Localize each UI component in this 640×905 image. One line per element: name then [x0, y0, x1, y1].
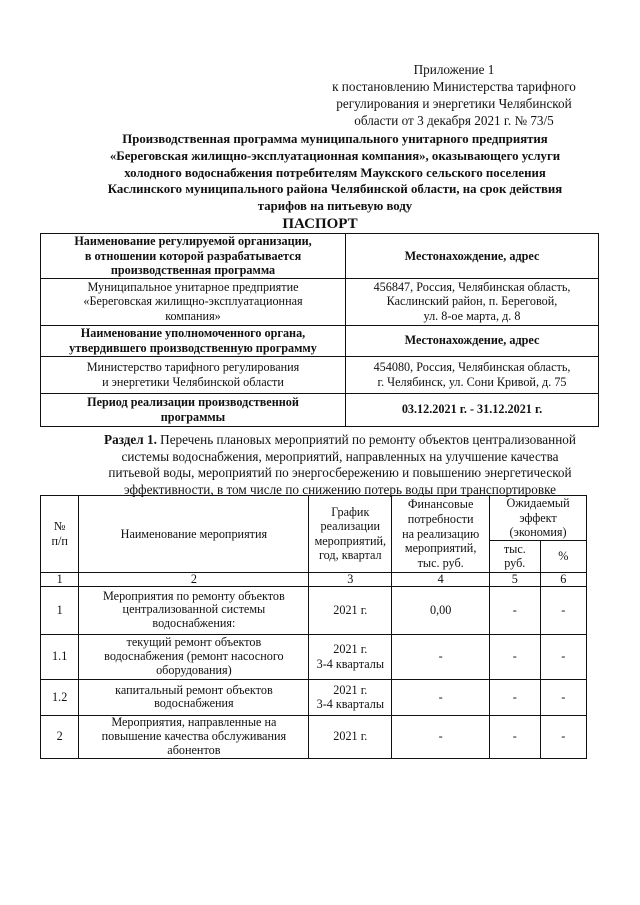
section-line: Раздел 1. Перечень плановых мероприятий по ремонту объектов централизованной [104, 432, 576, 447]
appendix-block [318, 61, 590, 129]
row-effect-pct: - [540, 586, 586, 634]
row-effect-rub: - [490, 634, 540, 679]
row-effect-pct: - [540, 679, 586, 715]
title-line: «Береговская жилищно-эксплуатационная компания», оказывающего услуги [109, 148, 561, 163]
row-schedule: 2021 г. [309, 586, 392, 634]
row-effect-rub: - [490, 586, 540, 634]
passport-cell-value: 456847, Россия, Челябинская область, Каслинский район, п. Береговой, ул. 8-ое марта, д. 8 [346, 278, 599, 325]
section-1-heading [70, 432, 610, 498]
passport-row [41, 234, 599, 279]
passport-row [41, 393, 599, 426]
row-finance: - [392, 715, 490, 758]
header-num: № п/п [41, 496, 79, 573]
header-name: Наименование мероприятия [79, 496, 309, 573]
appendix-line: регулирования и энергетики Челябинской [336, 96, 572, 111]
section-line: питьевой воды, мероприятий по энергосбережению и повышению энергетической [108, 465, 572, 481]
index-cell: 6 [540, 572, 586, 586]
passport-cell-label: Наименование уполномоченного органа, утвердившего производственную программу [41, 325, 346, 356]
column-index-row [41, 572, 587, 586]
passport-cell-label: Местонахождение, адрес [346, 234, 599, 279]
index-cell: 1 [41, 572, 79, 586]
appendix-line: Приложение 1 [413, 62, 495, 77]
table-row [41, 715, 587, 758]
row-schedule: 2021 г. 3-4 кварталы [309, 679, 392, 715]
row-name: Мероприятия по ремонту объектов централизованной системы водоснабжения: [79, 586, 309, 634]
table-header-row [41, 496, 587, 541]
passport-row [41, 278, 599, 325]
passport-heading: ПАСПОРТ [282, 216, 358, 232]
passport-row [41, 356, 599, 393]
passport-cell-value: 454080, Россия, Челябинская область, г. Челябинск, ул. Сони Кривой, д. 75 [346, 356, 599, 393]
header-effect-pct: % [540, 540, 586, 572]
appendix-line: области от 3 декабря 2021 г. № 73/5 [354, 113, 554, 128]
section-label: Раздел 1. [104, 432, 157, 447]
passport-cell-label: Период реализации производственной программы [41, 393, 346, 426]
row-name: текущий ремонт объектов водоснабжения (ремонт насосного оборудования) [79, 634, 309, 679]
passport-period-value: 03.12.2021 г. - 31.12.2021 г. [346, 393, 599, 426]
activities-table [40, 495, 587, 759]
table-row [41, 679, 587, 715]
passport-cell-value: Министерство тарифного регулирования и энергетики Челябинской области [41, 356, 346, 393]
row-schedule: 2021 г. [309, 715, 392, 758]
index-cell: 3 [309, 572, 392, 586]
row-finance: - [392, 679, 490, 715]
passport-row [41, 325, 599, 356]
index-cell: 5 [490, 572, 540, 586]
row-effect-pct: - [540, 715, 586, 758]
section-line: системы водоснабжения, мероприятий, направленных на улучшение качества [121, 448, 559, 464]
passport-cell-value: Муниципальное унитарное предприятие «Береговская жилищно-эксплуатационная компания» [41, 278, 346, 325]
document-title [70, 131, 600, 215]
title-line: Каслинского муниципального района Челябинской области, на срок действия [107, 182, 563, 197]
row-effect-rub: - [490, 715, 540, 758]
index-cell: 4 [392, 572, 490, 586]
table-row [41, 586, 587, 634]
passport-table [40, 233, 599, 427]
header-effect: Ожидаемый эффект (экономия) [490, 496, 587, 541]
table-row [41, 634, 587, 679]
section-line: эффективности, в том числе по снижению потерь воды при транспортировке [123, 481, 557, 497]
title-line: тарифов на питьевую воду [257, 199, 413, 214]
row-num: 1 [41, 586, 79, 634]
passport-cell-label: Местонахождение, адрес [346, 325, 599, 356]
row-name: Мероприятия, направленные на повышение качества обслуживания абонентов [79, 715, 309, 758]
row-finance: 0,00 [392, 586, 490, 634]
header-finance: Финансовые потребности на реализацию мероприятий, тыс. руб. [392, 496, 490, 573]
row-effect-pct: - [540, 634, 586, 679]
row-num: 2 [41, 715, 79, 758]
appendix-line: к постановлению Министерства тарифного [332, 79, 576, 94]
row-schedule: 2021 г. 3-4 кварталы [309, 634, 392, 679]
row-effect-rub: - [490, 679, 540, 715]
row-name: капитальный ремонт объектов водоснабжения [79, 679, 309, 715]
index-cell: 2 [79, 572, 309, 586]
row-finance: - [392, 634, 490, 679]
row-num: 1.2 [41, 679, 79, 715]
header-effect-rub: тыс. руб. [490, 540, 540, 572]
header-schedule: График реализации мероприятий, год, квартал [309, 496, 392, 573]
passport-cell-label: Наименование регулируемой организации, в отношении которой разрабатывается производственная программа [41, 234, 346, 279]
title-line: Производственная программа муниципального унитарного предприятия [122, 132, 548, 146]
title-line: холодного водоснабжения потребителям Маукского сельского поселения [124, 165, 546, 180]
row-num: 1.1 [41, 634, 79, 679]
